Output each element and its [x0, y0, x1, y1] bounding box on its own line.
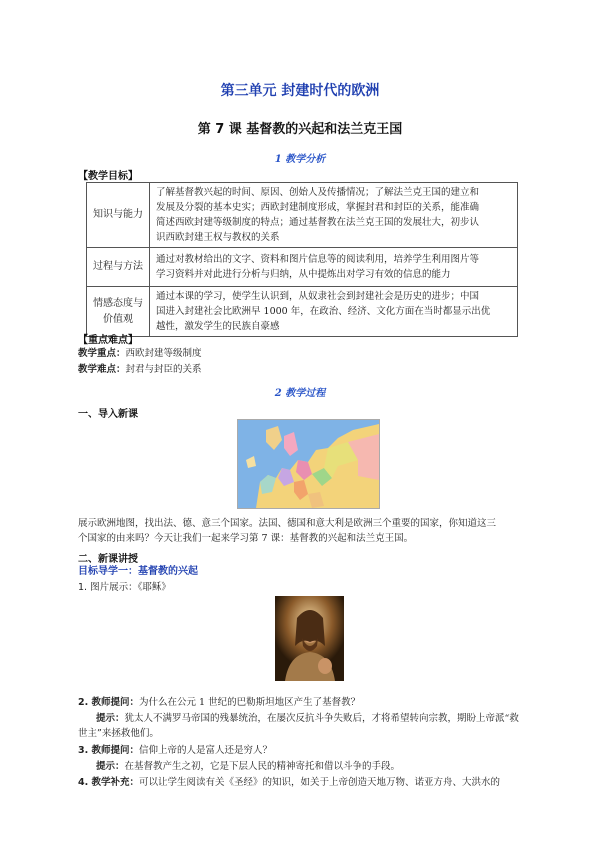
table-row: [87, 248, 518, 287]
hint-1: 提示：犹太人不满罗马帝国的残暴统治，在屡次反抗斗争失败后，才将希望转向宗教，期盼上帝派“救 世主”来拯救他们。: [78, 713, 519, 739]
question-2: 2. 教师提问：为什么在公元 1 世纪的巴勒斯坦地区产生了基督教？: [78, 697, 361, 708]
goal-key: 知识与能力: [87, 183, 150, 248]
table-row: [87, 287, 518, 337]
goals-label: 【教学目标】: [78, 171, 138, 182]
goal-key: 情感态度与 价值观: [87, 287, 150, 337]
teaching-difficulty: 教学难点：封君与封臣的关系: [78, 364, 202, 375]
section-heading-analysis: 1 教学分析: [274, 154, 326, 165]
question-4: 4. 教学补充：可以让学生阅读有关《圣经》的知识，如关于上帝创造天地万物、诺亚方舟、大洪水的: [78, 777, 501, 788]
item-1: 1. 图片展示：《耶稣》: [78, 582, 171, 593]
portrait-icon: [275, 596, 344, 681]
goal-key: 过程与方法: [87, 248, 150, 287]
jesus-portrait-image: [275, 596, 344, 681]
europe-map-image: [237, 419, 380, 509]
intro-heading: 一、导入新课: [78, 409, 138, 420]
keypoints-label: 【重点难点】: [78, 335, 138, 346]
europe-map-icon: [238, 420, 379, 508]
teaching-focus: 教学重点：西欧封建等级制度: [78, 348, 202, 359]
section-heading-process: 2 教学过程: [274, 388, 326, 399]
hint-2: 提示：在基督教产生之初，它是下层人民的精神寄托和借以斗争的手段。: [96, 761, 401, 772]
goal-text: 了解基督教兴起的时间、原因、创始人及传播情况；了解法兰克王国的建立和 发展及分裂的基本史实；西欧封建制度形成，掌握封君和封臣的关系，能准确 简述西欧封建等级制度的特点；通过基督教在法兰克王国的发展壮大，初步认 识西欧封建王权与教权的关系: [150, 183, 518, 248]
goals-table: [86, 182, 518, 337]
new-lesson-heading: 二、新课讲授: [78, 554, 138, 565]
guide-heading-1: 目标导学一：基督教的兴起: [78, 566, 198, 577]
table-row: [87, 183, 518, 248]
goal-text: 通过对教材给出的文字、资料和图片信息等的阅读利用，培养学生利用图片等 学习资料并对此进行分析与归纳，从中提炼出对学习有效的信息的能力: [150, 248, 518, 287]
lesson-title: 第 7 课 基督教的兴起和法兰克王国: [197, 122, 403, 137]
goal-text: 通过本课的学习，使学生认识到，从奴隶社会到封建社会是历史的进步；中国 国进入封建社会比欧洲早 1000 年，在政治、经济、文化方面在当时都显示出优 越性，激发学生的民族自豪感: [150, 287, 518, 337]
question-3: 3. 教师提问：信仰上帝的人是富人还是穷人？: [78, 745, 273, 756]
intro-paragraph: 展示欧洲地图，找出法、德、意三个国家。法国、德国和意大利是欧洲三个重要的国家，你知道这三 个国家的由来吗？今天让我们一起来学习第 7 课：基督教的兴起和法兰克王国。: [78, 518, 497, 544]
unit-title: 第三单元 封建时代的欧洲: [220, 83, 380, 99]
